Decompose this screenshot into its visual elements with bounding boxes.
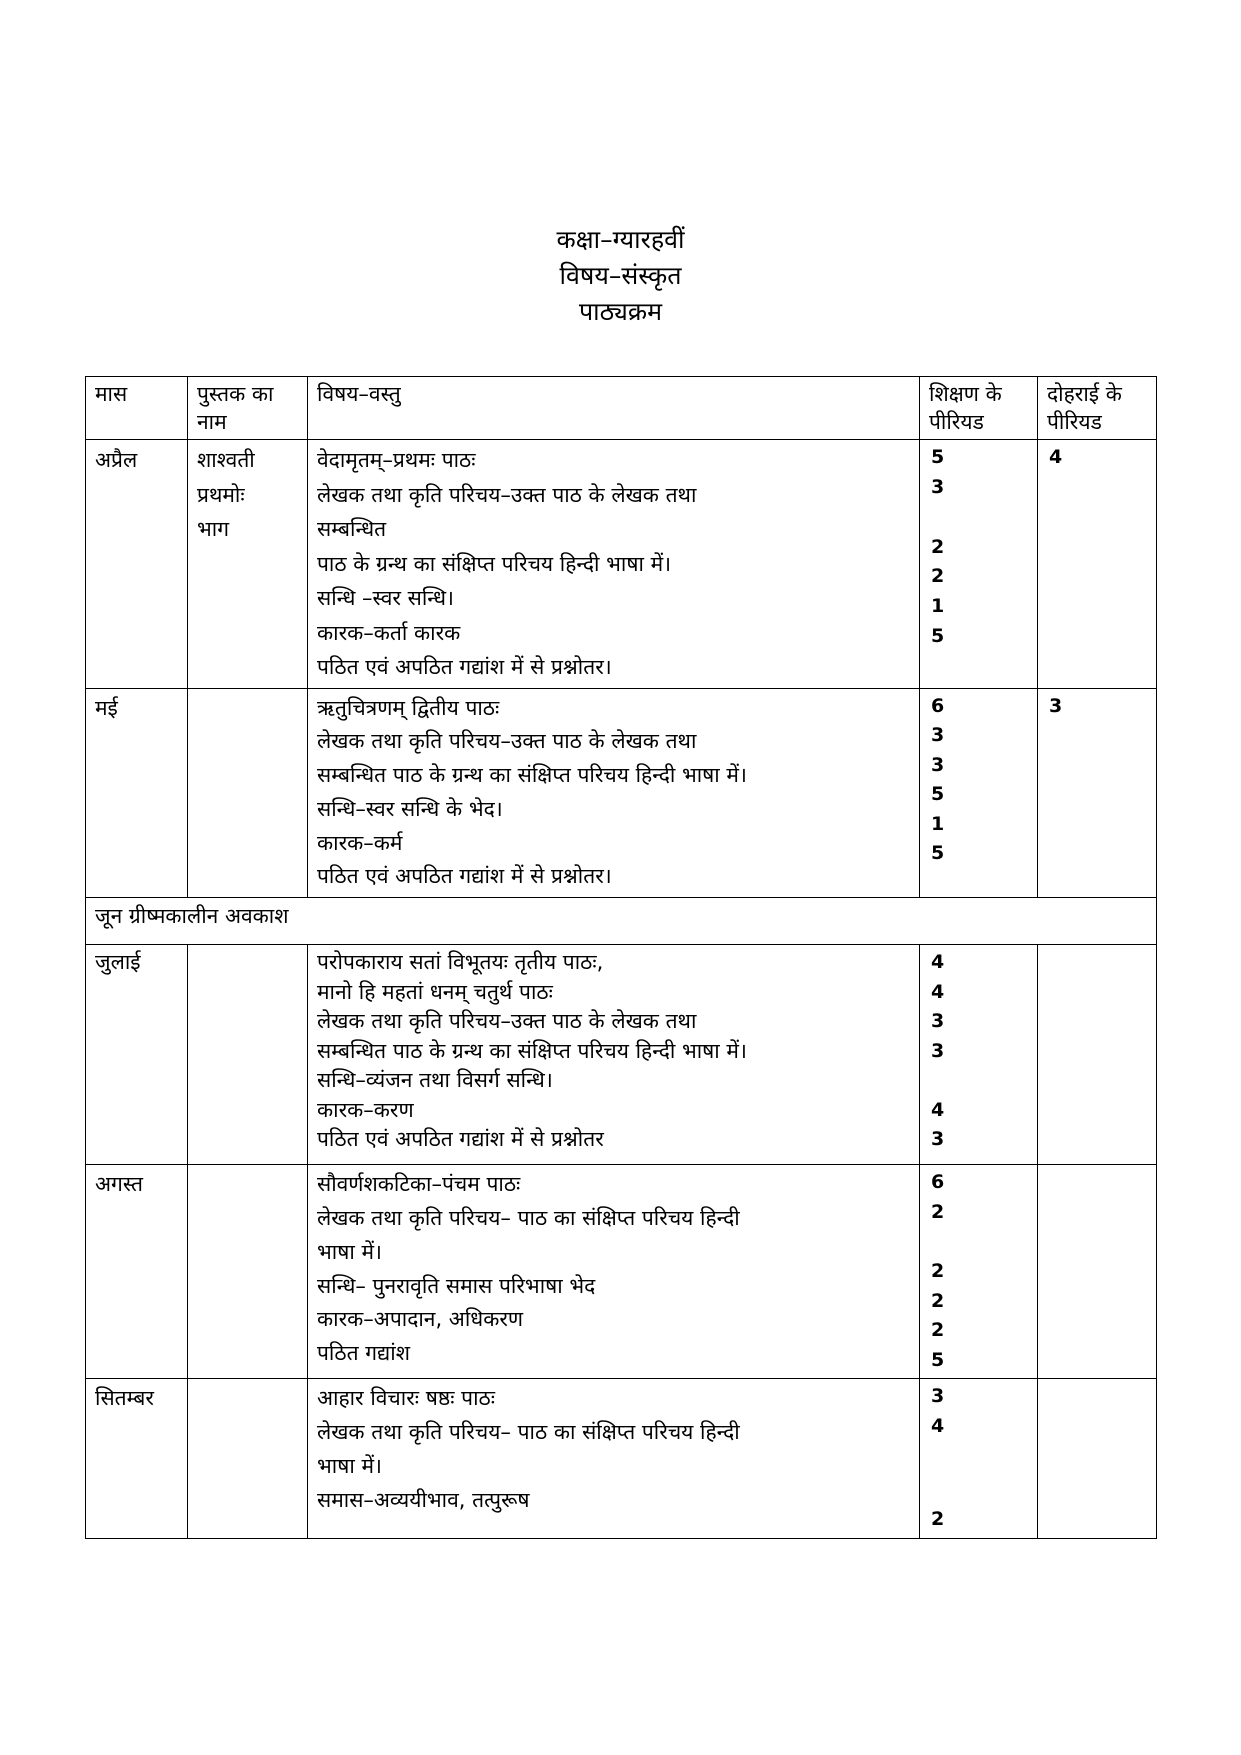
vacation-cell: जून ग्रीष्मकालीन अवकाश [86,898,1157,945]
topic-line: लेखक तथा कृति परिचय–उक्त पाठ के लेखक तथा [317,482,697,507]
content-cell [308,945,920,1165]
book-name-line: शाश्वती [197,448,255,472]
revision-periods-cell [1038,1379,1157,1539]
content-cell [308,688,920,898]
topic-line: सन्धि– पुनरावृति समास परिभाषा भेद [317,1273,596,1298]
topic-line: वेदामृतम्–प्रथमः पाठः [317,448,476,472]
teaching-periods-cell [920,1165,1038,1379]
teaching-periods-cell [920,440,1038,689]
table-row [86,440,1157,689]
topic-line: सन्धि–स्वर सन्धि के भेद। [317,796,503,821]
syllabus-table [85,376,1157,1539]
period-value: 5 [931,842,945,865]
header-teaching-periods: शिक्षण के पीरियड [920,377,1038,440]
teaching-periods-cell [920,688,1038,898]
period-value: 5 [931,624,945,647]
topic-line: सौवर्णशकटिका–पंचम पाठः [317,1172,521,1197]
book-cell [188,945,308,1165]
header-content: विषय–वस्तु [308,377,920,440]
topic-line: लेखक तथा कृति परिचय– पाठ का संक्षिप्त परिचय हिन्दी [317,1206,740,1231]
topic-line: कारक–कर्ता कारक [317,620,461,645]
header-book: पुस्तक का नाम [188,377,308,440]
topic-line: पठित एवं अपठित गद्यांश में से प्रश्नोतर। [317,864,612,889]
topic-line: परोपकाराय सतां विभूतयः तृतीय पाठः, [317,950,604,975]
class-title: कक्षा–ग्यारहवीं [556,225,685,254]
topic-line: सन्धि –स्वर सन्धि। [317,586,454,610]
revision-periods-cell [1038,440,1157,689]
table-header-row [86,377,1157,440]
period-value: 3 [931,1128,945,1151]
book-cell [188,1379,308,1539]
revision-periods-cell [1038,1165,1157,1379]
topic-line: पठित गद्यांश [317,1341,410,1366]
period-value: 2 [931,535,945,558]
book-cell [188,688,308,898]
topic-line: सम्बन्धित पाठ के ग्रन्थ का संक्षिप्त परिचय हिन्दी भाषा में। [317,1038,747,1063]
topic-line: कारक–कर्म [317,830,403,855]
period-value: 3 [931,724,945,747]
book-name-line: प्रथमोः [197,482,245,507]
topic-line: पाठ के ग्रन्थ का संक्षिप्त परिचय हिन्दी भाषा में। [317,551,672,576]
content-cell [308,440,920,689]
book-name-line: भाग [197,517,230,541]
month-cell: मई [86,688,188,898]
topic-line: सम्बन्धित [317,517,387,541]
topic-line: कारक–अपादान, अधिकरण [317,1307,524,1332]
topic-line: ऋतुचित्रणम् द्वितीय पाठः [317,695,500,720]
period-value: 2 [931,1508,945,1531]
subject-title: विषय–संस्कृत [559,261,682,290]
topic-line: पठित एवं अपठित गद्यांश में से प्रश्नोतर। [317,655,612,679]
topic-line: लेखक तथा कृति परिचय– पाठ का संक्षिप्त परिचय हिन्दी [317,1420,740,1445]
revision-periods-cell [1038,688,1157,898]
header-month: मास [86,377,188,440]
topic-line: कारक–करण [317,1097,414,1122]
teaching-periods-cell [920,1379,1038,1539]
topic-line: सन्धि–व्यंजन तथा विसर्ग सन्धि। [317,1068,553,1093]
month-cell: अगस्त [86,1165,188,1379]
period-value: 6 [931,694,945,717]
period-value: 3 [931,475,945,498]
topic-line: भाषा में। [317,1453,382,1478]
table-row [86,945,1157,1165]
period-value: 4 [931,1414,945,1437]
period-value: 3 [931,753,945,776]
table-row [86,688,1157,898]
book-cell [188,440,308,689]
table-row [86,1379,1157,1539]
header-revision-periods: दोहराई के पीरियड [1038,377,1157,440]
topic-line: समास–अव्ययीभाव, तत्पुरूष [317,1487,530,1512]
period-value: 5 [931,783,945,806]
period-value: 3 [931,1010,945,1033]
month-cell: जुलाई [86,945,188,1165]
period-value: 3 [931,1039,945,1062]
content-cell [308,1165,920,1379]
table-row [86,1165,1157,1379]
revision-periods-cell [1038,945,1157,1165]
table-row [86,898,1157,945]
topic-line: पठित एवं अपठित गद्यांश में से प्रश्नोतर [317,1127,604,1152]
period-value: 6 [931,1171,945,1194]
period-value: 1 [931,595,945,618]
teaching-periods-cell [920,945,1038,1165]
period-value: 2 [931,1289,945,1312]
period-value: 1 [931,812,945,835]
period-value: 2 [931,1260,945,1283]
topic-line: लेखक तथा कृति परिचय–उक्त पाठ के लेखक तथा [317,1009,697,1034]
topic-line: आहार विचारः षष्ठः पाठः [317,1386,495,1411]
period-value: 3 [1049,694,1063,717]
syllabus-title: पाठ्यक्रम [578,297,663,326]
page-header [0,222,1241,330]
period-value: 5 [931,446,945,468]
book-cell [188,1165,308,1379]
topic-line: लेखक तथा कृति परिचय–उक्त पाठ के लेखक तथा [317,729,697,754]
period-value: 4 [931,1098,945,1121]
content-cell [308,1379,920,1539]
period-value: 2 [931,565,945,588]
period-value: 4 [931,951,945,974]
period-value: 3 [931,1385,945,1408]
period-value: 4 [1049,446,1063,468]
month-cell: अप्रैल [86,440,188,689]
topic-line: भाषा में। [317,1239,382,1264]
period-value: 4 [931,980,945,1003]
period-value: 2 [931,1319,945,1342]
period-value: 2 [931,1200,945,1223]
period-value: 5 [931,1348,945,1371]
topic-line: मानो हि महतां धनम् चतुर्थ पाठः [317,979,553,1004]
topic-line: सम्बन्धित पाठ के ग्रन्थ का संक्षिप्त परिचय हिन्दी भाषा में। [317,763,747,788]
month-cell: सितम्बर [86,1379,188,1539]
